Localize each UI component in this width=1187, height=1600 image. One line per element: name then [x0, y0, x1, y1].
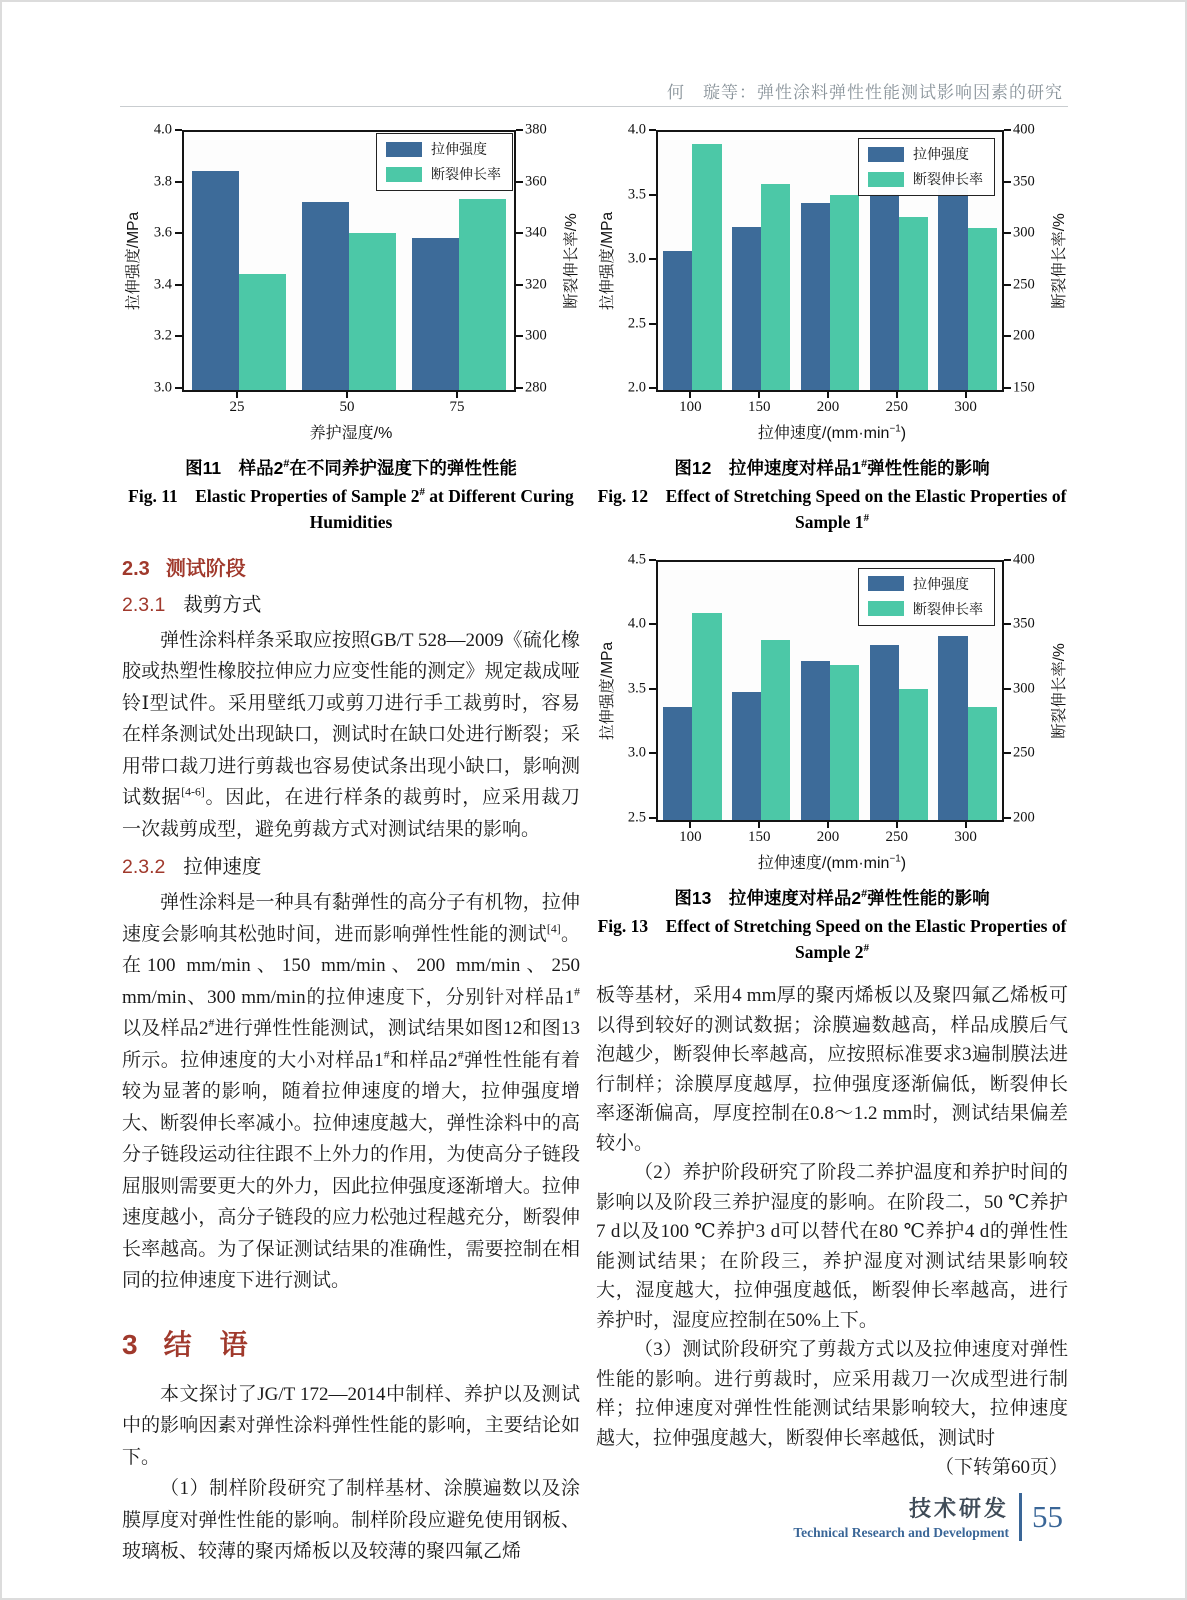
- axis-tick-label: 400: [1013, 551, 1035, 567]
- legend-row: [386, 164, 501, 184]
- bar-断裂伸长率: [968, 707, 997, 819]
- axis-tick-mark: [649, 623, 656, 625]
- axis-tick-label: 2.5: [627, 315, 646, 331]
- section-heading-2-3: [122, 552, 580, 581]
- axis-tick-label: 340: [525, 224, 547, 241]
- axis-tick-mark: [1004, 284, 1011, 286]
- continued-on-page-note: （下转第60页）: [934, 1457, 1068, 1478]
- legend-swatch: [868, 172, 904, 187]
- legend-swatch: [868, 576, 904, 591]
- left-axis-ticks: [142, 121, 182, 396]
- axis-tick-label: 2.5: [627, 809, 646, 825]
- x-tick-label: 150: [747, 828, 771, 845]
- x-tick-label: 250: [885, 399, 909, 415]
- section-title: 结 语: [163, 1328, 248, 1360]
- x-tick-mark: [827, 822, 829, 828]
- bar-断裂伸长率: [692, 613, 721, 819]
- section-heading-2-3-1: [122, 589, 580, 617]
- bar-断裂伸长率: [349, 233, 396, 390]
- legend-row: [868, 169, 983, 189]
- figure-caption-en: Fig. 12 Effect of Stretching Speed on the Elastic Properties of Sample 1#: [597, 486, 1067, 533]
- legend-label: 拉伸强度: [431, 141, 487, 157]
- axis-tick-label: 3.0: [627, 744, 646, 761]
- axis-tick-label: 150: [1013, 379, 1035, 396]
- axis-tick-label: 300: [1013, 224, 1035, 241]
- axis-tick-label: 200: [1013, 809, 1035, 825]
- figure-caption-zh: 图12 拉伸速度对样品1#弹性性能的影响: [674, 458, 990, 478]
- x-tick-mark: [689, 822, 691, 828]
- paragraph-stretch-speed: 弹性涂料是一种具有黏弹性的高分子有机物，拉伸速度会影响其松弛时间，进而影响弹性性能的测试[4]。在100 mm/min、150 mm/min、200 mm/min、250 mm/min、300 mm/min的拉伸速度下，分别针对样品1#以及样品2#进行弹性性能测试，测试结果如图12和图13所示。拉伸速度的大小对样品1#和样品2#弹性性能有着较为显著的影响，随着拉伸速度的增大，拉伸强度增大、断裂伸长率减小。拉伸速度越大，弹性涂料中的高分子链段运动往往跟不上外力的作用，为使高分子链段屈服则需要更大的外力，因此拉伸强度逐渐增大。拉伸速度越小，高分子链段的应力松弛过程越充分，断裂伸长率越高。为了保证测试结果的准确性，需要控制在相同的拉伸速度下进行测试。: [122, 892, 580, 1291]
- axis-tick-label: 3.5: [627, 680, 646, 696]
- x-tick-mark: [758, 392, 760, 398]
- chart-legend: [376, 133, 513, 191]
- superscript: #: [383, 1048, 390, 1062]
- right-axis-title: 断裂伸长率/%: [1051, 642, 1068, 739]
- legend-row: [868, 599, 983, 619]
- section-number: 3: [122, 1328, 138, 1360]
- axis-tick-label: 4.0: [627, 121, 646, 138]
- bar-断裂伸长率: [968, 228, 997, 390]
- legend-row: [386, 139, 501, 159]
- axis-tick-label: 2.0: [627, 379, 646, 396]
- figure-caption-zh: 图13 拉伸速度对样品2#弹性性能的影响: [674, 887, 990, 908]
- superscript: −1: [889, 853, 901, 865]
- x-axis-ticks: [656, 822, 1000, 850]
- header-rule: [120, 106, 1068, 107]
- superscript: #: [208, 1016, 215, 1030]
- axis-tick-mark: [649, 817, 656, 819]
- bar-断裂伸长率: [239, 274, 286, 390]
- chart-legend: [858, 568, 995, 626]
- x-axis-title: 养护湿度/%: [309, 425, 393, 442]
- figure-11: [122, 121, 580, 536]
- x-tick-mark: [827, 392, 829, 398]
- x-tick-mark: [689, 392, 691, 398]
- x-axis-title: 拉伸速度$/(mm\cdot\min^{-1})$: [757, 853, 907, 872]
- axis-tick-mark: [1004, 387, 1011, 389]
- legend-label: 断裂伸长率: [913, 600, 983, 617]
- section-heading-3: [122, 1323, 580, 1363]
- superscript: #: [574, 985, 580, 999]
- figure-caption-en: Fig. 11 Elastic Properties of Sample 2# at Different Curing Humidities: [128, 486, 574, 533]
- x-tick-label: 150: [747, 399, 771, 415]
- superscript: #: [419, 486, 425, 499]
- x-tick-mark: [965, 392, 967, 398]
- bar-断裂伸长率: [761, 184, 790, 390]
- axis-tick-mark: [649, 258, 656, 260]
- section-heading-2-3-2: [122, 851, 580, 879]
- section-title: 拉伸速度: [183, 857, 262, 878]
- page-number: 55: [1032, 1498, 1063, 1534]
- left-axis-title: 拉伸强度/MPa: [599, 641, 616, 740]
- axis-tick-label: 250: [1013, 744, 1035, 761]
- x-axis-ticks: [182, 392, 512, 420]
- legend-label: 拉伸强度: [913, 146, 969, 162]
- legend-label: 断裂伸长率: [913, 171, 983, 187]
- section-title: 测试阶段: [165, 557, 246, 580]
- axis-tick-mark: [516, 181, 523, 183]
- figure-caption-en: Fig. 13 Effect of Stretching Speed on the Elastic Properties of Sample 2#: [597, 915, 1067, 962]
- section-number: 2.3.1: [122, 593, 166, 616]
- axis-tick-label: 3.2: [153, 327, 172, 344]
- axis-tick-mark: [1004, 232, 1011, 234]
- axis-tick-mark: [649, 559, 656, 561]
- chart-legend: [858, 138, 995, 196]
- right-axis-title: 断裂伸长率/%: [1051, 213, 1068, 309]
- x-tick-mark: [456, 392, 458, 398]
- axis-tick-label: 200: [1013, 327, 1035, 344]
- axis-tick-label: 380: [525, 121, 547, 138]
- legend-row: [868, 144, 983, 164]
- right-axis-ticks: [1004, 121, 1048, 396]
- axis-tick-label: 3.0: [153, 379, 172, 396]
- section-number: 2.3.2: [122, 856, 166, 878]
- x-tick-label: 100: [679, 828, 702, 845]
- x-tick-mark: [965, 822, 967, 828]
- x-tick-label: 75: [449, 399, 465, 415]
- x-tick-label: 250: [885, 828, 909, 845]
- footer-section-en: Technical Research and Development: [793, 1525, 1009, 1540]
- axis-tick-label: 3.8: [153, 173, 172, 190]
- axis-tick-label: 3.4: [153, 276, 172, 293]
- axis-tick-mark: [649, 323, 656, 325]
- bar-断裂伸长率: [459, 199, 506, 390]
- plot-area: [656, 560, 1004, 822]
- bar-拉伸强度: [302, 202, 349, 390]
- bar-拉伸强度: [663, 251, 692, 390]
- axis-tick-mark: [175, 181, 182, 183]
- axis-tick-mark: [516, 284, 523, 286]
- legend-label: 断裂伸长率: [431, 166, 501, 182]
- axis-tick-label: 4.5: [627, 551, 646, 567]
- x-tick-label: 200: [816, 399, 840, 415]
- left-column: [122, 121, 580, 1568]
- axis-tick-label: 3.5: [627, 186, 646, 202]
- superscript: #: [457, 1048, 464, 1062]
- axis-tick-mark: [1004, 335, 1011, 337]
- figure-caption-zh: 图11 样品2#在不同养护湿度下的弹性性能: [185, 458, 517, 478]
- axis-tick-mark: [516, 232, 523, 234]
- bar-断裂伸长率: [761, 640, 790, 819]
- axis-tick-label: 300: [1013, 680, 1035, 696]
- section-title: 裁剪方式: [183, 594, 262, 616]
- bar-拉伸强度: [870, 194, 899, 390]
- x-axis-title: 拉伸速度$/(mm\cdot\min^{-1})$: [757, 423, 907, 442]
- superscript: #: [283, 458, 290, 471]
- axis-tick-mark: [1004, 129, 1011, 131]
- left-axis-ticks: [616, 551, 656, 825]
- bar-拉伸强度: [938, 181, 967, 390]
- axis-tick-label: 4.0: [627, 615, 646, 632]
- axis-tick-label: 360: [525, 173, 547, 190]
- bar-拉伸强度: [663, 707, 692, 819]
- right-axis-ticks: [516, 121, 560, 396]
- bar-拉伸强度: [412, 238, 459, 390]
- axis-tick-mark: [516, 387, 523, 389]
- axis-tick-mark: [1004, 817, 1011, 819]
- bar-断裂伸长率: [692, 144, 721, 390]
- axis-tick-label: 4.0: [153, 121, 172, 138]
- superscript: −1: [889, 423, 901, 435]
- axis-tick-mark: [175, 284, 182, 286]
- legend-swatch: [386, 142, 422, 157]
- bar-拉伸强度: [801, 661, 830, 820]
- axis-tick-label: 3.0: [627, 250, 646, 267]
- axis-tick-mark: [649, 194, 656, 196]
- paragraph-conclusion-3: （3）测试阶段研究了剪裁方式以及拉伸速度对弹性性能的影响。进行剪裁时，应采用裁刀一次成型进行制样；拉伸速度对弹性性能测试结果影响较大，拉伸速度越大，拉伸强度越大，断裂伸长率越低，测试时: [596, 1339, 1068, 1449]
- axis-tick-mark: [649, 688, 656, 690]
- axis-tick-label: 350: [1013, 173, 1035, 190]
- axis-tick-mark: [175, 335, 182, 337]
- axis-tick-mark: [649, 752, 656, 754]
- axis-tick-mark: [175, 129, 182, 131]
- bar-拉伸强度: [870, 645, 899, 819]
- axis-tick-label: 280: [525, 379, 547, 396]
- paragraph-conclusion-1-continued: 板等基材，采用4 mm厚的聚丙烯板以及聚四氟乙烯板可以得到较好的测试数据；涂膜遍数越高，样品成膜后气泡越少，断裂伸长率越高，应按照标准要求3遍制膜法进行制样；涂膜厚度越厚，拉伸强度逐渐偏低，断裂伸长率逐渐偏高，厚度控制在0.8～1.2 mm时，测试结果偏差较小。: [596, 985, 1068, 1154]
- axis-tick-mark: [1004, 559, 1011, 561]
- x-tick-mark: [896, 822, 898, 828]
- axis-tick-label: 300: [525, 327, 547, 344]
- bar-拉伸强度: [732, 227, 761, 390]
- axis-tick-mark: [1004, 623, 1011, 625]
- axis-tick-label: 250: [1013, 276, 1035, 293]
- axis-tick-mark: [1004, 181, 1011, 183]
- superscript: #: [861, 887, 868, 900]
- right-column: [596, 121, 1068, 1483]
- x-tick-mark: [346, 392, 348, 398]
- axis-tick-label: 350: [1013, 615, 1035, 632]
- x-tick-mark: [758, 822, 760, 828]
- bar-拉伸强度: [192, 171, 239, 390]
- axis-tick-mark: [649, 387, 656, 389]
- right-axis-title: 断裂伸长率/%: [563, 213, 580, 309]
- axis-tick-mark: [1004, 752, 1011, 754]
- legend-swatch: [386, 167, 422, 182]
- bar-断裂伸长率: [899, 217, 928, 390]
- bar-断裂伸长率: [830, 665, 859, 820]
- x-tick-mark: [896, 392, 898, 398]
- x-tick-label: 300: [954, 828, 977, 845]
- superscript: #: [861, 458, 868, 471]
- axis-tick-mark: [516, 335, 523, 337]
- left-axis-title: 拉伸强度/MPa: [125, 211, 142, 311]
- axis-tick-label: 400: [1013, 121, 1035, 138]
- plot-area: [182, 130, 516, 392]
- axis-tick-mark: [649, 129, 656, 131]
- footer-section-zh: 技术研发: [908, 1496, 1009, 1521]
- section-number: 2.3: [122, 557, 150, 580]
- superscript: [4-6]: [181, 785, 205, 799]
- bar-拉伸强度: [801, 203, 830, 390]
- x-tick-label: 300: [954, 399, 977, 415]
- x-tick-label: 200: [816, 828, 840, 845]
- bar-断裂伸长率: [830, 195, 859, 390]
- bar-拉伸强度: [938, 636, 967, 819]
- right-axis-ticks: [1004, 551, 1048, 825]
- plot-area: [656, 130, 1004, 392]
- x-tick-label: 50: [339, 399, 355, 415]
- axis-tick-mark: [1004, 688, 1011, 690]
- left-axis-title: 拉伸强度/MPa: [599, 211, 616, 311]
- x-tick-label: 100: [679, 399, 702, 415]
- running-title: 何 璇等：弹性涂料弹性性能测试影响因素的研究: [667, 83, 1063, 102]
- axis-tick-label: 320: [525, 276, 547, 293]
- footer-divider: [1019, 1493, 1022, 1541]
- superscript: #: [863, 941, 869, 954]
- page-footer: [793, 1492, 1063, 1541]
- axis-tick-mark: [516, 129, 523, 131]
- paragraph-conclusion-intro: 本文探讨了JG/T 172—2014中制样、养护以及测试中的影响因素对弹性涂料弹性性能的影响，主要结论如下。: [122, 1383, 580, 1468]
- axis-tick-mark: [175, 387, 182, 389]
- paragraph-cutting-method: 弹性涂料样条采取应按照GB/T 528—2009《硫化橡胶或热塑性橡胶拉伸应力应变性能的测定》规定裁成哑铃Ⅰ型试件。采用壁纸刀或剪刀进行手工裁剪时，容易在样条测试处出现缺口，测试时在缺口处进行断裂；采用带口裁刀进行剪裁也容易使试条出现小缺口，影响测试数据[4-6]。因此，在进行样条的裁剪时，应采用裁刀一次裁剪成型，避免剪裁方式对测试结果的影响。: [122, 629, 580, 840]
- x-tick-mark: [236, 392, 238, 398]
- paragraph-conclusion-1: （1）制样阶段研究了制样基材、涂膜遍数以及涂膜厚度对弹性性能的影响。制样阶段应避免使用钢板、玻璃板、较薄的聚丙烯板以及较薄的聚四氟乙烯: [122, 1478, 580, 1562]
- legend-swatch: [868, 601, 904, 616]
- axis-tick-mark: [175, 232, 182, 234]
- axis-tick-label: 3.6: [153, 224, 172, 241]
- x-tick-label: 25: [229, 399, 245, 415]
- left-axis-ticks: [616, 121, 656, 396]
- x-axis-ticks: [656, 392, 1000, 420]
- superscript: [4]: [546, 922, 561, 936]
- legend-row: [868, 574, 983, 594]
- bar-拉伸强度: [732, 692, 761, 820]
- figure-13: [596, 551, 1068, 966]
- legend-swatch: [868, 147, 904, 162]
- figure-12: [596, 121, 1068, 536]
- superscript: #: [863, 512, 869, 525]
- bar-断裂伸长率: [899, 689, 928, 819]
- paragraph-conclusion-2: （2）养护阶段研究了阶段二养护温度和养护时间的影响以及阶段三养护湿度的影响。在阶段二，50 ℃养护7 d以及100 ℃养护3 d可以替代在80 ℃养护4 d的弹性性能测试结果；在阶段三，养护湿度对测试结果影响较大，湿度越大，拉伸强度越低，断裂伸长率越高，进行养护时，湿度应控制在50%上下。: [596, 1162, 1068, 1331]
- legend-label: 拉伸强度: [913, 575, 969, 592]
